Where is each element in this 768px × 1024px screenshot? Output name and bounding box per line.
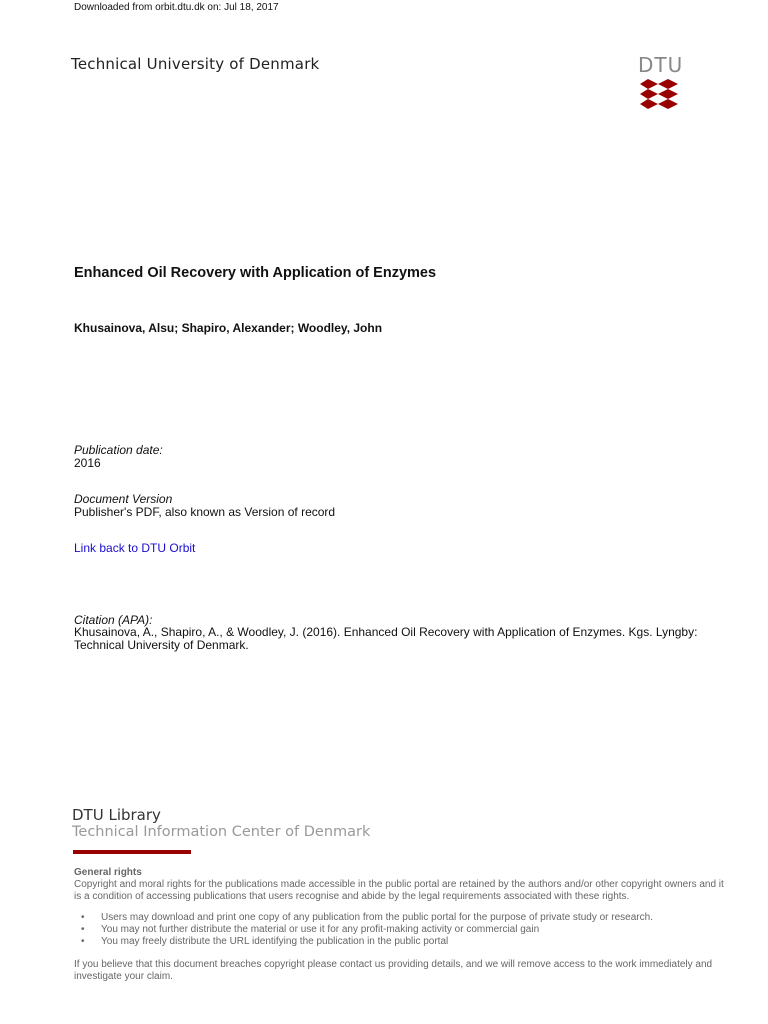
breach-notice: If you believe that this document breaches copyright please contact us providing details, and we will remove access to the work immediately and investigate your claim. <box>74 959 713 982</box>
library-subtitle: Technical Information Center of Denmark <box>72 824 371 840</box>
rights-body: Copyright and moral rights for the publications made accessible in the public portal are retained by the authors and/or other copyright owners and it is a condition of accessing publications that users recognise and abide by the legal requirements associated with these rights. <box>74 879 724 902</box>
rights-list-item-text: You may freely distribute the URL identifying the publication in the public portal <box>101 936 449 947</box>
dtu-logo-text: DTU <box>638 53 684 77</box>
dtu-logo-mark <box>638 79 682 111</box>
document-version-block <box>74 492 335 518</box>
document-title: Enhanced Oil Recovery with Application of Enzymes <box>74 265 437 281</box>
rights-list <box>74 912 724 948</box>
rights-list-item-text: Users may download and print one copy of any publication from the public portal for the purpose of private study or research. <box>101 912 653 923</box>
rights-list-item <box>74 936 724 948</box>
rights-list-item <box>74 924 724 936</box>
dtu-logo <box>638 54 682 112</box>
publication-date-value: 2016 <box>74 456 101 470</box>
library-name: DTU Library <box>72 806 161 824</box>
authors: Khusainova, Alsu; Shapiro, Alexander; Woodley, John <box>74 321 383 335</box>
library-divider-bar <box>73 850 191 854</box>
document-version-label: Document Version <box>74 492 173 506</box>
rights-list-item-text: You may not further distribute the material or use it for any profit-making activity or commercial gain <box>101 924 540 935</box>
dtu-orbit-link[interactable]: Link back to DTU Orbit <box>74 541 196 555</box>
publication-date-label: Publication date: <box>74 443 163 457</box>
document-version-value: Publisher's PDF, also known as Version of record <box>74 505 336 519</box>
publication-date-block <box>74 443 163 469</box>
citation-label-text: Citation (APA): <box>74 613 153 627</box>
university-name: Technical University of Denmark <box>71 55 320 73</box>
download-note: Downloaded from orbit.dtu.dk on: Jul 18, 2017 <box>74 2 279 13</box>
citation-text: Khusainova, A., Shapiro, A., & Woodley, J. (2016). Enhanced Oil Recovery with Application of Enzymes. Kgs. Lyngby: Technical University of Denmark. <box>74 625 698 652</box>
rights-heading: General rights <box>74 867 142 878</box>
rights-list-item <box>74 912 724 924</box>
